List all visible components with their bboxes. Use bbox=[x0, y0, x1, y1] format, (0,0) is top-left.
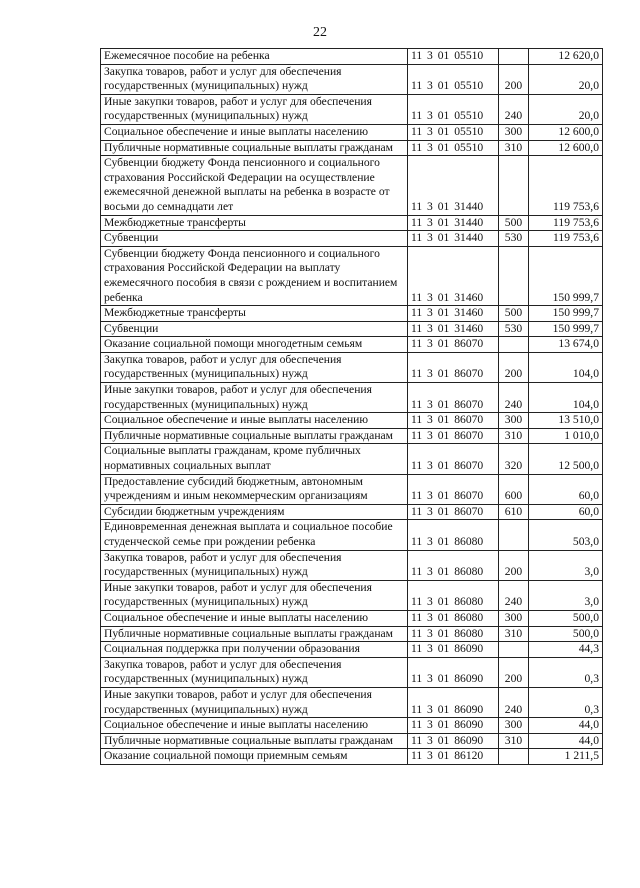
table-row bbox=[101, 626, 603, 642]
row-amount-cell: 12 500,0 bbox=[529, 444, 603, 474]
row-amount-cell: 60,0 bbox=[529, 504, 603, 520]
row-expense-type-cell: 200 bbox=[499, 64, 529, 94]
row-expense-type-cell: 500 bbox=[499, 215, 529, 231]
table-row bbox=[101, 140, 603, 156]
row-expense-type-cell: 530 bbox=[499, 231, 529, 247]
row-code-cell: 11 3 01 86090 bbox=[408, 657, 499, 687]
row-amount-cell: 44,0 bbox=[529, 718, 603, 734]
row-expense-type-cell: 240 bbox=[499, 94, 529, 124]
row-code-cell: 11 3 01 05510 bbox=[408, 140, 499, 156]
table-row bbox=[101, 156, 603, 215]
table-row bbox=[101, 383, 603, 413]
table-row bbox=[101, 49, 603, 65]
table-row bbox=[101, 687, 603, 717]
row-name-cell: Межбюджетные трансферты bbox=[101, 215, 408, 231]
row-name-cell: Единовременная денежная выплата и социальное пособие студенческой семье при рождении ребенка bbox=[101, 520, 408, 550]
table-row bbox=[101, 306, 603, 322]
row-name-cell: Закупка товаров, работ и услуг для обеспечения государственных (муниципальных) нужд bbox=[101, 550, 408, 580]
row-code-cell: 11 3 01 86070 bbox=[408, 352, 499, 382]
table-row bbox=[101, 718, 603, 734]
row-amount-cell: 1 211,5 bbox=[529, 749, 603, 765]
row-code-cell: 11 3 01 86070 bbox=[408, 383, 499, 413]
row-name-cell: Субвенции bbox=[101, 231, 408, 247]
row-code-cell: 11 3 01 86090 bbox=[408, 733, 499, 749]
row-expense-type-cell: 310 bbox=[499, 626, 529, 642]
row-expense-type-cell: 240 bbox=[499, 580, 529, 610]
row-code-cell: 11 3 01 86070 bbox=[408, 428, 499, 444]
row-name-cell: Социальное обеспечение и иные выплаты населению bbox=[101, 610, 408, 626]
row-amount-cell: 12 600,0 bbox=[529, 140, 603, 156]
row-code-cell: 11 3 01 86070 bbox=[408, 337, 499, 353]
row-expense-type-cell: 310 bbox=[499, 140, 529, 156]
table-row bbox=[101, 337, 603, 353]
row-amount-cell: 150 999,7 bbox=[529, 246, 603, 305]
table-row bbox=[101, 321, 603, 337]
row-amount-cell: 503,0 bbox=[529, 520, 603, 550]
row-code-cell: 11 3 01 86090 bbox=[408, 642, 499, 658]
row-code-cell: 11 3 01 86070 bbox=[408, 474, 499, 504]
row-expense-type-cell: 200 bbox=[499, 352, 529, 382]
row-code-cell: 11 3 01 86080 bbox=[408, 626, 499, 642]
row-code-cell: 11 3 01 31460 bbox=[408, 246, 499, 305]
row-code-cell: 11 3 01 86080 bbox=[408, 520, 499, 550]
table-row bbox=[101, 124, 603, 140]
table-row bbox=[101, 352, 603, 382]
row-expense-type-cell bbox=[499, 749, 529, 765]
row-name-cell: Оказание социальной помощи многодетным семьям bbox=[101, 337, 408, 353]
row-name-cell: Публичные нормативные социальные выплаты гражданам bbox=[101, 626, 408, 642]
row-amount-cell: 3,0 bbox=[529, 580, 603, 610]
row-name-cell: Субвенции бюджету Фонда пенсионного и социального страхования Российской Федерации на осуществление ежемесячной денежной выплаты на ребенка в возрасте от восьми до семнадцати лет bbox=[101, 156, 408, 215]
row-name-cell: Предоставление субсидий бюджетным, автономным учреждениям и иным некоммерческим организациям bbox=[101, 474, 408, 504]
row-name-cell: Публичные нормативные социальные выплаты гражданам bbox=[101, 140, 408, 156]
table-row bbox=[101, 642, 603, 658]
row-amount-cell: 60,0 bbox=[529, 474, 603, 504]
row-amount-cell: 104,0 bbox=[529, 352, 603, 382]
table-row bbox=[101, 64, 603, 94]
row-name-cell: Закупка товаров, работ и услуг для обеспечения государственных (муниципальных) нужд bbox=[101, 64, 408, 94]
row-name-cell: Закупка товаров, работ и услуг для обеспечения государственных (муниципальных) нужд bbox=[101, 352, 408, 382]
row-amount-cell: 119 753,6 bbox=[529, 156, 603, 215]
row-name-cell: Публичные нормативные социальные выплаты гражданам bbox=[101, 428, 408, 444]
row-amount-cell: 150 999,7 bbox=[529, 321, 603, 337]
row-amount-cell: 44,3 bbox=[529, 642, 603, 658]
row-code-cell: 11 3 01 86120 bbox=[408, 749, 499, 765]
table-row bbox=[101, 749, 603, 765]
row-amount-cell: 20,0 bbox=[529, 94, 603, 124]
row-code-cell: 11 3 01 05510 bbox=[408, 49, 499, 65]
row-expense-type-cell: 310 bbox=[499, 733, 529, 749]
row-code-cell: 11 3 01 86090 bbox=[408, 718, 499, 734]
row-expense-type-cell bbox=[499, 246, 529, 305]
row-code-cell: 11 3 01 31460 bbox=[408, 306, 499, 322]
row-expense-type-cell: 300 bbox=[499, 718, 529, 734]
table-row bbox=[101, 610, 603, 626]
table-row bbox=[101, 520, 603, 550]
row-expense-type-cell: 200 bbox=[499, 657, 529, 687]
budget-table-body bbox=[101, 49, 603, 765]
row-expense-type-cell: 610 bbox=[499, 504, 529, 520]
row-name-cell: Ежемесячное пособие на ребенка bbox=[101, 49, 408, 65]
table-row bbox=[101, 550, 603, 580]
table-row bbox=[101, 733, 603, 749]
row-code-cell: 11 3 01 31440 bbox=[408, 215, 499, 231]
row-expense-type-cell: 500 bbox=[499, 306, 529, 322]
row-name-cell: Иные закупки товаров, работ и услуг для обеспечения государственных (муниципальных) нужд bbox=[101, 580, 408, 610]
row-amount-cell: 12 600,0 bbox=[529, 124, 603, 140]
row-name-cell: Субсидии бюджетным учреждениям bbox=[101, 504, 408, 520]
row-code-cell: 11 3 01 05510 bbox=[408, 124, 499, 140]
row-name-cell: Иные закупки товаров, работ и услуг для обеспечения государственных (муниципальных) нужд bbox=[101, 687, 408, 717]
table-row bbox=[101, 215, 603, 231]
row-name-cell: Социальная поддержка при получении образования bbox=[101, 642, 408, 658]
row-code-cell: 11 3 01 86070 bbox=[408, 504, 499, 520]
row-code-cell: 11 3 01 86080 bbox=[408, 610, 499, 626]
row-expense-type-cell: 200 bbox=[499, 550, 529, 580]
table-row bbox=[101, 474, 603, 504]
row-expense-type-cell: 300 bbox=[499, 610, 529, 626]
row-amount-cell: 3,0 bbox=[529, 550, 603, 580]
row-code-cell: 11 3 01 86080 bbox=[408, 550, 499, 580]
row-amount-cell: 0,3 bbox=[529, 687, 603, 717]
row-expense-type-cell: 300 bbox=[499, 124, 529, 140]
row-expense-type-cell: 310 bbox=[499, 428, 529, 444]
row-name-cell: Иные закупки товаров, работ и услуг для обеспечения государственных (муниципальных) нужд bbox=[101, 383, 408, 413]
table-row bbox=[101, 94, 603, 124]
row-name-cell: Публичные нормативные социальные выплаты гражданам bbox=[101, 733, 408, 749]
row-code-cell: 11 3 01 05510 bbox=[408, 64, 499, 94]
row-amount-cell: 119 753,6 bbox=[529, 215, 603, 231]
table-row bbox=[101, 657, 603, 687]
page-number: 22 bbox=[313, 25, 327, 40]
row-code-cell: 11 3 01 31440 bbox=[408, 231, 499, 247]
row-name-cell: Субвенции бюджету Фонда пенсионного и социального страхования Российской Федерации на выплату ежемесячного пособия в связи с рождением и воспитанием ребенка bbox=[101, 246, 408, 305]
row-amount-cell: 1 010,0 bbox=[529, 428, 603, 444]
table-row bbox=[101, 428, 603, 444]
row-code-cell: 11 3 01 86070 bbox=[408, 444, 499, 474]
row-name-cell: Субвенции bbox=[101, 321, 408, 337]
row-code-cell: 11 3 01 86090 bbox=[408, 687, 499, 717]
row-expense-type-cell: 320 bbox=[499, 444, 529, 474]
row-expense-type-cell: 240 bbox=[499, 687, 529, 717]
row-expense-type-cell: 240 bbox=[499, 383, 529, 413]
row-code-cell: 11 3 01 86080 bbox=[408, 580, 499, 610]
table-row bbox=[101, 413, 603, 429]
row-code-cell: 11 3 01 05510 bbox=[408, 94, 499, 124]
row-amount-cell: 20,0 bbox=[529, 64, 603, 94]
row-amount-cell: 500,0 bbox=[529, 626, 603, 642]
row-amount-cell: 150 999,7 bbox=[529, 306, 603, 322]
row-code-cell: 11 3 01 86070 bbox=[408, 413, 499, 429]
budget-table bbox=[100, 48, 603, 765]
row-expense-type-cell: 530 bbox=[499, 321, 529, 337]
row-expense-type-cell bbox=[499, 49, 529, 65]
row-name-cell: Социальное обеспечение и иные выплаты населению bbox=[101, 718, 408, 734]
table-row bbox=[101, 504, 603, 520]
table-row bbox=[101, 231, 603, 247]
row-name-cell: Оказание социальной помощи приемным семьям bbox=[101, 749, 408, 765]
row-expense-type-cell bbox=[499, 642, 529, 658]
row-amount-cell: 500,0 bbox=[529, 610, 603, 626]
row-amount-cell: 119 753,6 bbox=[529, 231, 603, 247]
row-name-cell: Социальные выплаты гражданам, кроме публичных нормативных социальных выплат bbox=[101, 444, 408, 474]
row-name-cell: Иные закупки товаров, работ и услуг для обеспечения государственных (муниципальных) нужд bbox=[101, 94, 408, 124]
table-row bbox=[101, 246, 603, 305]
row-amount-cell: 13 510,0 bbox=[529, 413, 603, 429]
row-expense-type-cell: 300 bbox=[499, 413, 529, 429]
row-expense-type-cell bbox=[499, 520, 529, 550]
table-row bbox=[101, 444, 603, 474]
row-name-cell: Социальное обеспечение и иные выплаты населению bbox=[101, 413, 408, 429]
row-expense-type-cell bbox=[499, 337, 529, 353]
row-name-cell: Социальное обеспечение и иные выплаты населению bbox=[101, 124, 408, 140]
table-row bbox=[101, 580, 603, 610]
row-amount-cell: 13 674,0 bbox=[529, 337, 603, 353]
row-expense-type-cell bbox=[499, 156, 529, 215]
row-name-cell: Межбюджетные трансферты bbox=[101, 306, 408, 322]
row-code-cell: 11 3 01 31460 bbox=[408, 321, 499, 337]
row-amount-cell: 0,3 bbox=[529, 657, 603, 687]
row-name-cell: Закупка товаров, работ и услуг для обеспечения государственных (муниципальных) нужд bbox=[101, 657, 408, 687]
row-code-cell: 11 3 01 31440 bbox=[408, 156, 499, 215]
row-amount-cell: 44,0 bbox=[529, 733, 603, 749]
row-amount-cell: 104,0 bbox=[529, 383, 603, 413]
row-amount-cell: 12 620,0 bbox=[529, 49, 603, 65]
row-expense-type-cell: 600 bbox=[499, 474, 529, 504]
